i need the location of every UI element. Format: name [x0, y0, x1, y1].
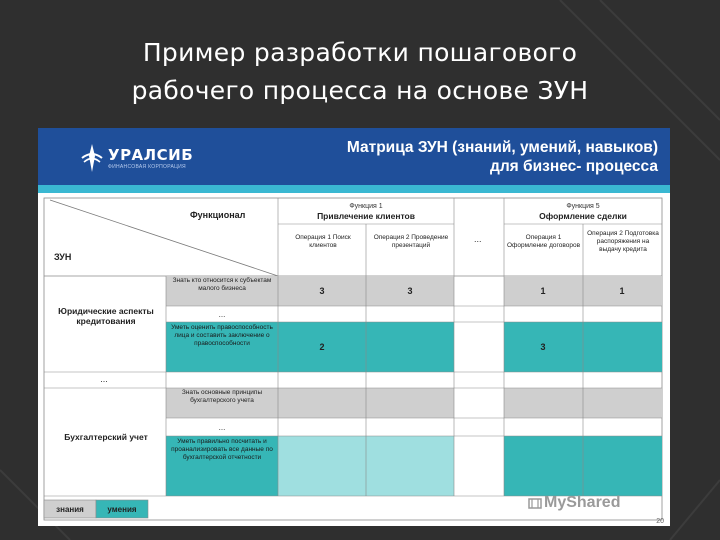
function-gap-ellipsis: ... — [474, 234, 482, 244]
row4-text: Знать основные принципы бухгалтерского учета — [181, 389, 263, 404]
row1-value-op1: 3 — [319, 286, 325, 296]
function1-name: Привлечение клиентов — [317, 211, 415, 221]
row3-value-op1: 2 — [319, 342, 325, 352]
row2-text: ... — [218, 310, 226, 319]
slide-title — [40, 34, 680, 110]
row1-value-op2: 3 — [407, 286, 413, 296]
matrix-panel — [38, 128, 670, 526]
myshared-logo-icon — [528, 496, 542, 510]
row1-value-op3: 1 — [540, 286, 546, 296]
corner-top-label: Функционал — [190, 210, 246, 220]
row3-text: Уметь оценить правоспособность лица и составить заключение о правоспособности — [171, 324, 273, 347]
zun-matrix — [38, 128, 670, 526]
myshared-watermark: MyShared — [544, 494, 621, 511]
group-accounting: Бухгалтерский учет — [64, 432, 148, 442]
logo-subtitle: ФИНАНСОВАЯ КОРПОРАЦИЯ — [108, 164, 186, 170]
row6-text: Уметь правильно посчитать и проанализировать все данные по бухгалтерской отчетности — [171, 438, 273, 461]
function1-label: Функция 1 — [349, 203, 383, 210]
function5-name: Оформление сделки — [539, 211, 627, 221]
row5-text: ... — [218, 423, 226, 432]
row1-value-op4: 1 — [619, 286, 625, 296]
operation-header-1: Операция 1 Поиск клиентов — [295, 234, 351, 249]
row1-text: Знать кто относится к субъектам малого бизнеса — [172, 277, 272, 292]
group-ellipsis: ... — [100, 374, 108, 384]
corner-bottom-label: ЗУН — [54, 252, 72, 262]
row3-value-op3: 3 — [540, 342, 546, 352]
function5-label: Функция 5 — [566, 203, 600, 210]
slide-title-line1: Пример разработки пошагового — [142, 38, 578, 67]
legend-skills: умения — [107, 505, 137, 514]
operation-header-4: Операция 2 Подготовка распоряжения на выдачу кредита — [587, 230, 659, 253]
operation-header-3: Операция 1 Оформление договоров — [506, 234, 581, 249]
group-legal-aspects: Юридические аспекты кредитования — [58, 306, 154, 326]
slide-page-number: 20 — [656, 518, 664, 525]
legend-knowledge: знания — [56, 505, 84, 514]
matrix-title-line1: Матрица ЗУН (знаний, умений, навыков) — [346, 139, 658, 156]
operation-header-2: Операция 2 Проведение презентаций — [373, 234, 449, 249]
logo-name: УРАЛСИБ — [108, 146, 194, 164]
matrix-title-line2: для бизнес- процесса — [489, 158, 658, 175]
slide-title-line2: рабочего процесса на основе ЗУН — [131, 76, 589, 105]
